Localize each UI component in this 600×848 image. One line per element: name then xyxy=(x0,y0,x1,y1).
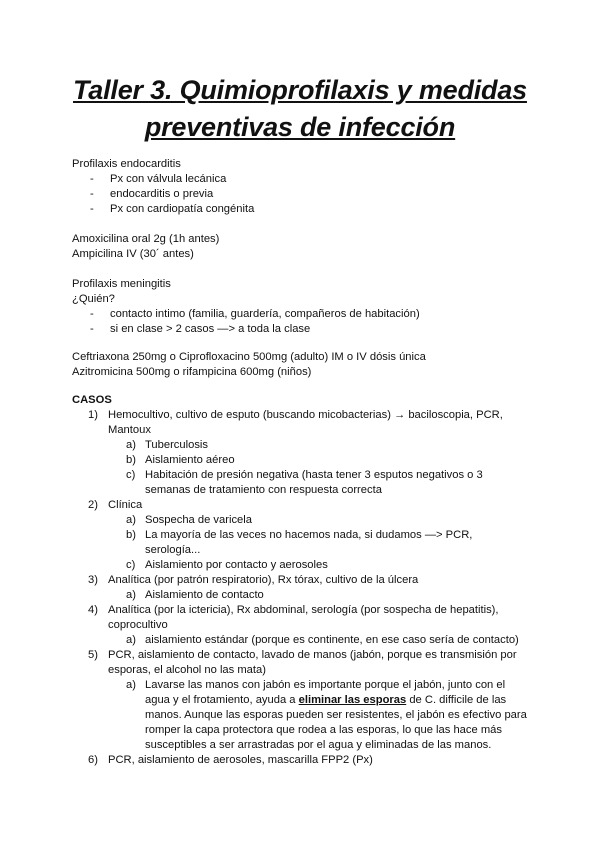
casos-heading: CASOS xyxy=(72,394,112,406)
caso-5: 5) PCR, aislamiento de contacto, lavado de manos (jabón, porque es transmisión por esporas, el alcohol no las mata) a) Lavarse las manos con jabón es importante porque el jabón, junto con el agua y el frotamiento, ayuda a eliminar las esporas de C. difficile de las manos. Aunque las esporas pueden ser resistentes, el jabón es efectivo para romper la capa protectora que rodea a las esporas, lo que las hace más susceptibles a ser arrastradas por el agua y eliminadas de las manos. xyxy=(88,649,527,751)
caso-number: 5) xyxy=(88,649,98,661)
drug-line: Amoxicilina oral 2g (1h antes) xyxy=(72,233,220,245)
sub-item: La mayoría de las veces no hacemos nada, si dudamos —> PCR, xyxy=(145,529,473,541)
caso-text: Mantoux xyxy=(108,424,151,436)
list-item: - Px con válvula lecánica xyxy=(90,173,227,185)
sub-item: semanas de tratamiento con respuesta correcta xyxy=(145,484,382,496)
document-title xyxy=(40,72,560,146)
caso-1: 1) Hemocultivo, cultivo de esputo (buscando micobacterias) → baciloscopia, PCR, Mantoux a) Tuberculosis b) Aislamiento aéreo c) Habitación de presión negativa (hasta tener 3 esputos negativos o 3 semanas de tratamiento con respuesta correcta xyxy=(88,409,503,496)
caso-number: 2) xyxy=(88,499,98,511)
casos-section xyxy=(72,393,528,768)
list-item: - si en clase > 2 casos —> a toda la clase xyxy=(90,323,311,335)
endocarditis-heading: Profilaxis endocarditis xyxy=(72,158,181,170)
list-item: - endocarditis o previa xyxy=(90,188,214,200)
quien-label: ¿Quién? xyxy=(72,293,115,305)
sub-item: serología... xyxy=(145,544,201,556)
meningitis-heading: Profilaxis meningitis xyxy=(72,278,171,290)
drug-line: Azitromicina 500mg o rifampicina 600mg (niños) xyxy=(72,366,312,378)
list-item: - Px con cardiopatía congénita xyxy=(90,203,255,215)
caso-text: Analítica (por la ictericia), Rx abdominal, serología (por sospecha de hepatitis), xyxy=(108,604,499,616)
caso-text: esporas, el alcohol no las mata) xyxy=(108,664,266,676)
drug-line: Ceftriaxona 250mg o Ciprofloxacino 500mg (adulto) IM o IV dósis única xyxy=(72,351,426,363)
caso-2: 2) Clínica a) Sospecha de varicela b) La mayoría de las veces no hacemos nada, si dudamos —> PCR, serología... c) Aislamiento por contacto y aerosoles xyxy=(88,499,473,571)
endocarditis-section xyxy=(72,157,255,217)
caso-text: coprocultivo xyxy=(108,619,168,631)
caso-text: PCR, aislamiento de contacto, lavado de manos (jabón, porque es transmisión por xyxy=(108,649,517,661)
caso-number: 4) xyxy=(88,604,98,616)
sub-item: Tuberculosis xyxy=(145,439,209,451)
sub-item: romper la capa protectora que rodea a las esporas, lo que las hace más xyxy=(145,724,502,736)
list-item: - contacto intimo (familia, guardería, compañeros de habitación) xyxy=(90,308,420,320)
caso-text: Hemocultivo, cultivo de esputo (buscando micobacterias) → baciloscopia, PCR, xyxy=(108,409,503,421)
caso-text: Analítica (por patrón respiratorio), Rx tórax, cultivo de la úlcera xyxy=(108,574,419,586)
sub-item: agua y el frotamiento, ayuda a eliminar las esporas de C. difficile de las xyxy=(145,694,507,706)
caso-text: PCR, aislamiento de aerosoles, mascarilla FPP2 (Px) xyxy=(108,754,373,766)
caso-4: 4) Analítica (por la ictericia), Rx abdominal, serología (por sospecha de hepatitis), coprocultivo a) aislamiento estándar (porque es continente, en ese caso sería de contacto) xyxy=(88,604,519,646)
caso-3: 3) Analítica (por patrón respiratorio), Rx tórax, cultivo de la úlcera a) Aislamiento de contacto xyxy=(88,574,419,601)
drug-line: Ampicilina IV (30´ antes) xyxy=(72,248,194,260)
sub-item: Aislamiento aéreo xyxy=(145,454,235,466)
sub-item: manos. Aunque las esporas pueden ser resistentes, el jabón es efectivo para xyxy=(145,709,527,721)
meningitis-drugs xyxy=(72,350,426,380)
caso-number: 1) xyxy=(88,409,98,421)
emphasis-text: eliminar las esporas xyxy=(298,694,407,706)
caso-6 xyxy=(72,753,528,768)
sub-item: susceptibles a ser arrastradas por el agua y eliminadas de las manos. xyxy=(145,739,492,751)
sub-item: Sospecha de varicela xyxy=(145,514,252,526)
sub-item: Habitación de presión negativa (hasta tener 3 esputos negativos o 3 xyxy=(145,469,483,481)
sub-item: aislamiento estándar (porque es continente, en ese caso sería de contacto) xyxy=(145,634,519,646)
caso-text: Clínica xyxy=(108,499,143,511)
sub-item: Aislamiento por contacto y aerosoles xyxy=(145,559,328,571)
caso-number: 3) xyxy=(88,574,98,586)
title-line-2: preventivas de infección xyxy=(144,112,456,142)
sub-item: Lavarse las manos con jabón es importante porque el jabón, junto con el xyxy=(145,679,506,691)
sub-item: Aislamiento de contacto xyxy=(145,589,264,601)
endocarditis-drugs xyxy=(72,232,219,262)
title-line-1: Taller 3. Quimioprofilaxis y medidas xyxy=(73,75,527,105)
caso-number: 6) xyxy=(88,754,98,766)
meningitis-section xyxy=(72,277,420,337)
